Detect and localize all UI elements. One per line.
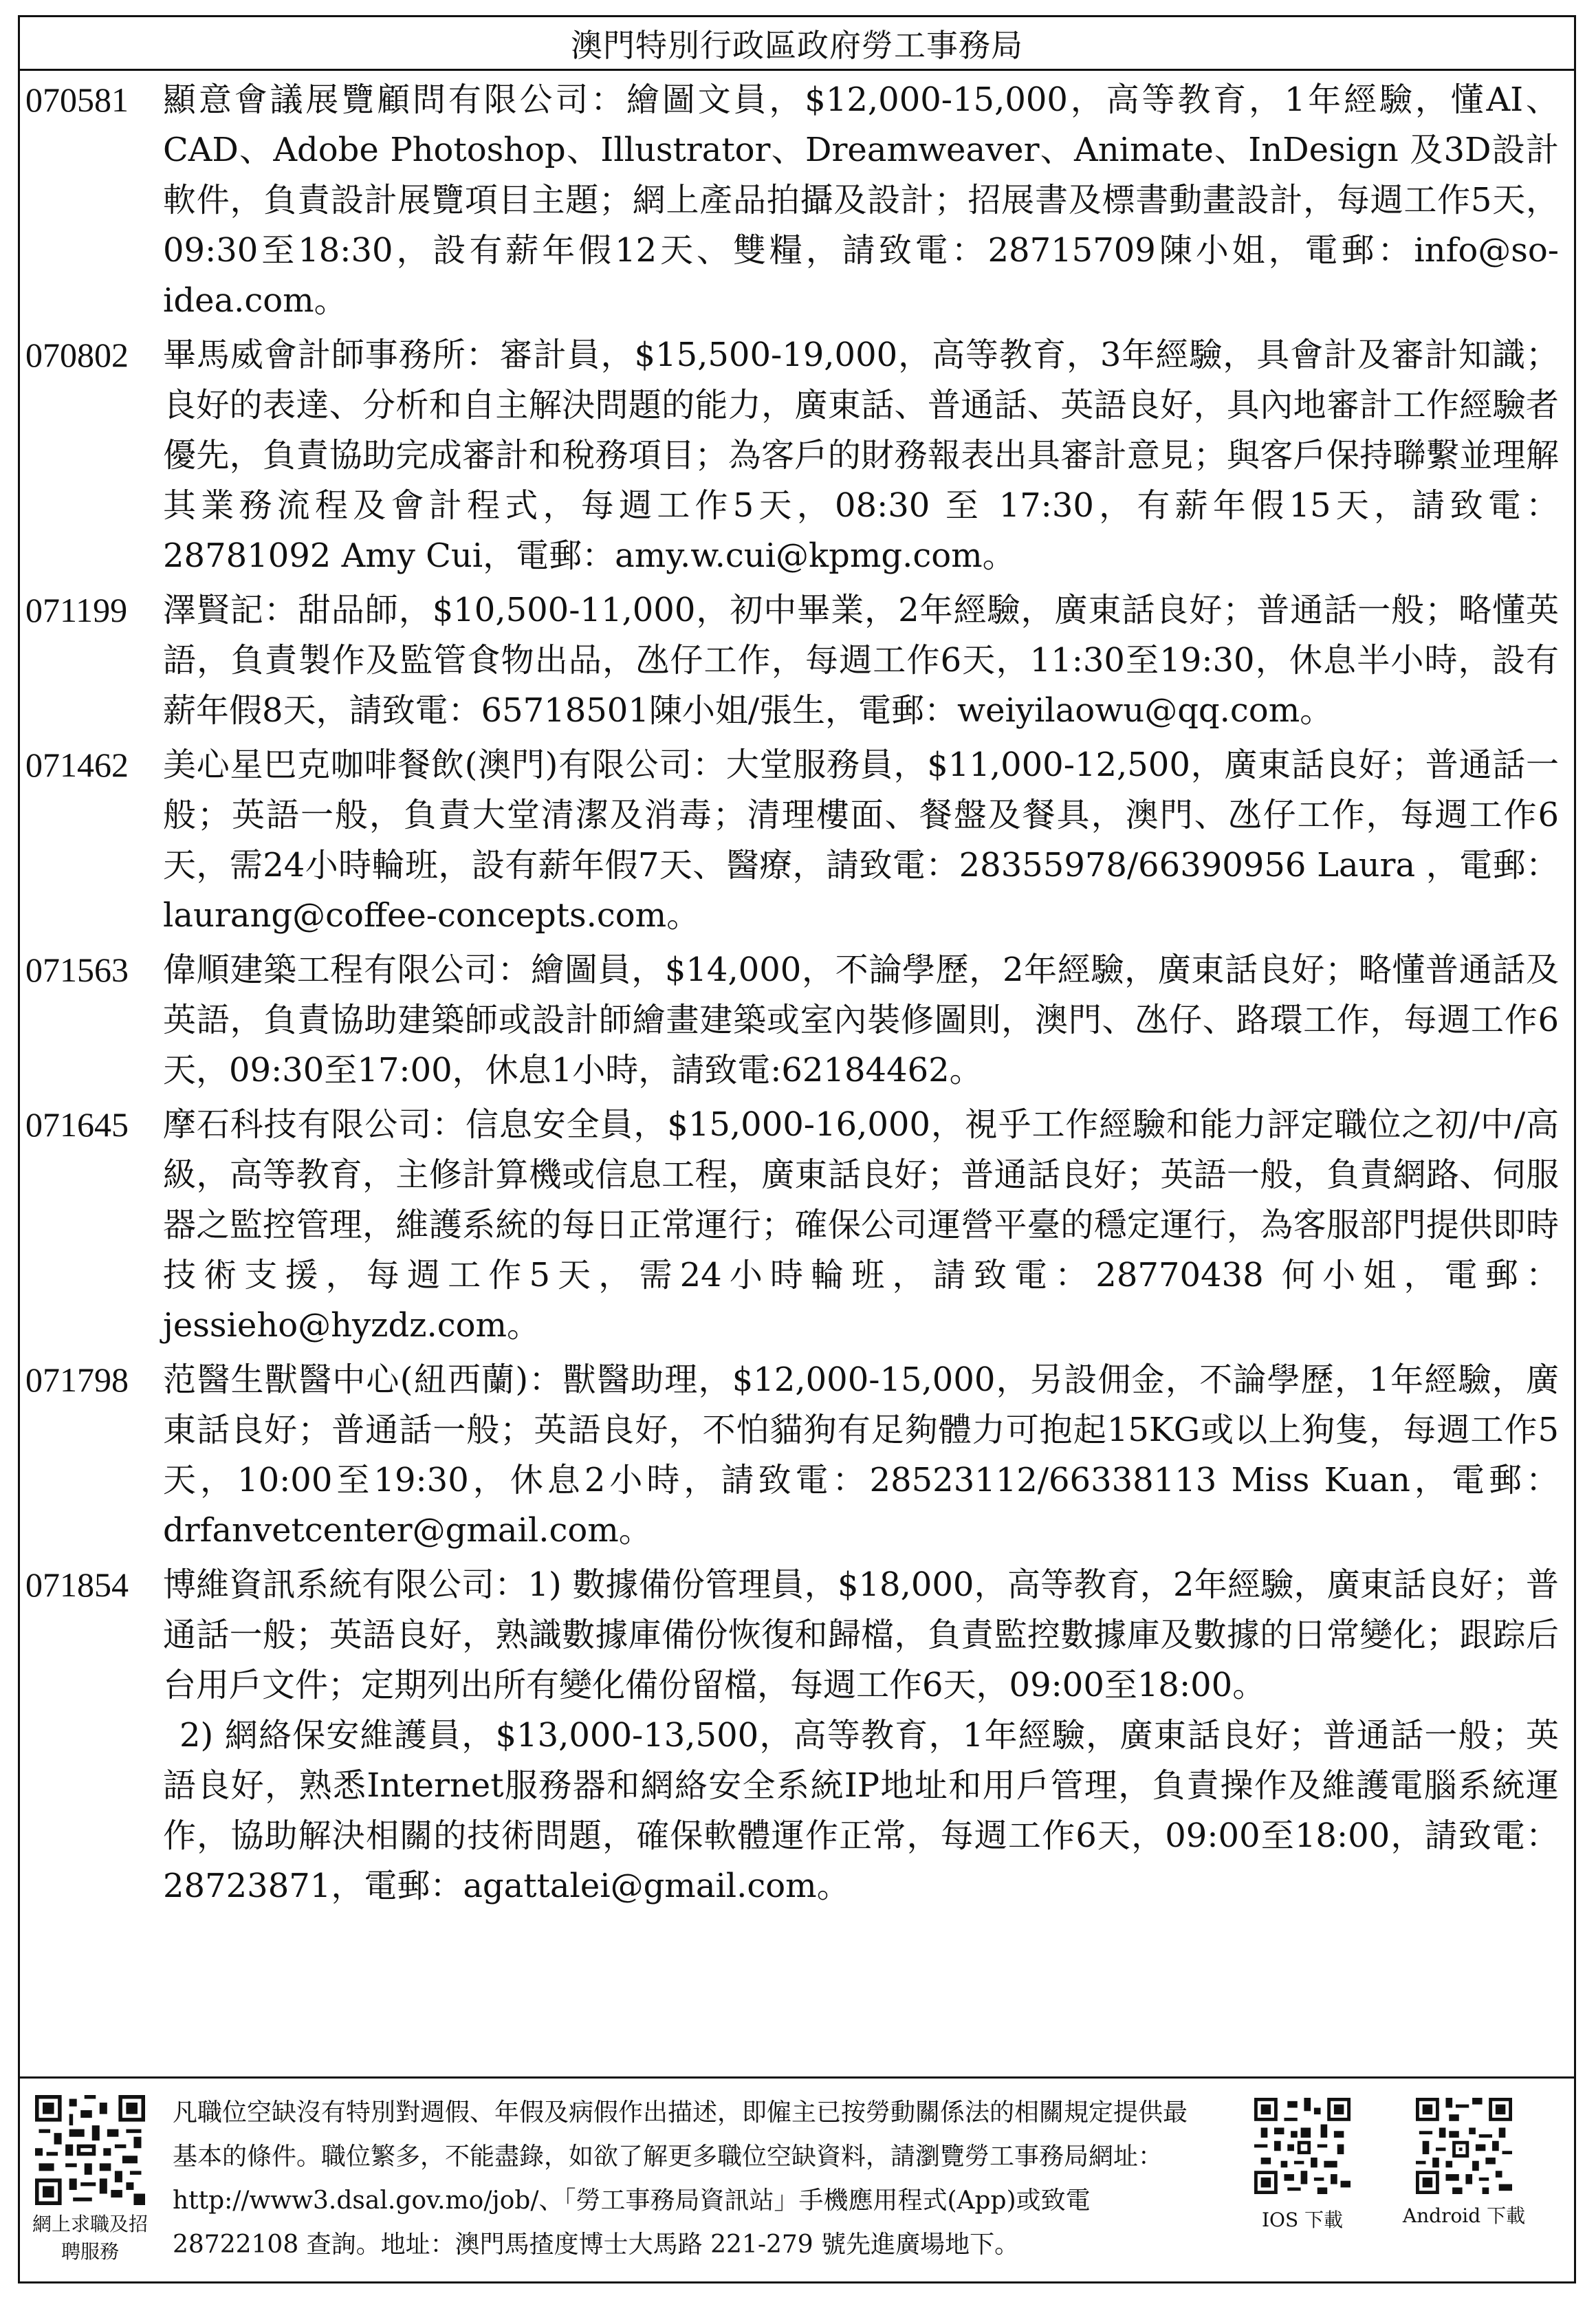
job-entry (25, 945, 1559, 1096)
footer (20, 2076, 1574, 2281)
qr-code-icon (35, 2095, 145, 2205)
job-description: 顯意會議展覽顧問有限公司：繪圖文員，$12,000-15,000，高等教育，1年經驗，懂AI、CAD、Adobe Photoshop、Illustrator、Dreamweaver、Animate、InDesign 及3D設計軟件，負責設計展覽項目主題；網上產品拍攝及設計；招展書及標書動畫設計，每週工作5天，09:30至18:30，設有薪年假12天、雙糧，請致電：28715709陳小姐，電郵：info@so-idea.com。 (163, 80, 1559, 320)
job-entry (25, 585, 1559, 736)
job-entry (25, 1100, 1559, 1351)
job-code: 071854 (25, 1565, 129, 1604)
job-code: 071798 (25, 1360, 129, 1399)
job-entry (25, 330, 1559, 581)
job-code: 070581 (25, 80, 129, 119)
job-description: 范醫生獸醫中心(紐西蘭)：獸醫助理，$12,000-15,000，另設佣金，不論學歷，1年經驗，廣東話良好；普通話一般；英語良好，不怕貓狗有足夠體力可抱起15KG或以上狗隻，每週工作5天，10:00至19:30，休息2小時，請致電：28523112/66338113 Miss Kuan，電郵：drfanvetcenter@gmail.com。 (163, 1360, 1559, 1550)
job-code: 071645 (25, 1105, 129, 1144)
qr-code-icon (1416, 2098, 1512, 2194)
qr-caption-ios: IOS 下載 (1261, 2209, 1344, 2231)
page-title: 澳門特別行政區政府勞工事務局 (20, 17, 1574, 71)
job-description: 摩石科技有限公司：信息安全員，$15,000-16,000，視乎工作經驗和能力評定職位之初/中/高級，高等教育，主修計算機或信息工程，廣東話良好；普通話良好；英語一般，負責網路、伺服器之監控管理，維護系統的每日正常運行；確保公司運營平臺的穩定運行，為客服部門提供即時技術支援，每週工作5天，需24小時輪班，請致電：28770438 何小姐，電郵：jessieho@hyzdz.com。 (163, 1105, 1559, 1345)
job-code: 071199 (25, 591, 128, 629)
job-code: 071462 (25, 746, 129, 784)
job-description (163, 1560, 1559, 1911)
qr-caption-android: Android 下載 (1402, 2204, 1526, 2227)
job-entry (25, 1355, 1559, 1556)
job-description: 偉順建築工程有限公司：繪圖員，$14,000，不論學歷，2年經驗，廣東話良好；略懂普通話及英語，負責協助建築師或設計師繪畫建築或室內裝修圖則，澳門、氹仔、路環工作，每週工作6天，09:30至17:00，休息1小時，請致電:62184462。 (163, 951, 1559, 1089)
job-entry (25, 75, 1559, 326)
job-position-2: 2) 網絡保安維護員，$13,000-13,500，高等教育，1年經驗，廣東話良好；普通話一般；英語良好，熟悉Internet服務器和網絡安全系統IP地址和用戶管理，負責操作及維護電腦系統運作，協助解決相關的技術問題，確保軟體運作正常，每週工作6天，09:00至18:00，請致電：28723871，電郵：agattalei@gmail.com。 (163, 1716, 1559, 1905)
qr-code-jobs[interactable] (35, 2095, 145, 2205)
footer-notice: 凡職位空缺沒有特別對週假、年假及病假作出描述，即僱主已按勞動關係法的相關規定提供最基本的條件。職位繁多，不能盡錄，如欲了解更多職位空缺資料，請瀏覽勞工事務局網址：http://www3.dsal.gov.mo/job/、「勞工事務局資訊站」手機應用程式(App)或致電 28722108 查詢。地址：澳門馬揸度博士大馬路 221-279 號先進廣場地下。 (173, 2098, 1188, 2259)
job-position-1: 博維資訊系統有限公司：1) 數據備份管理員，$18,000，高等教育，2年經驗，廣東話良好；普通話一般；英語良好，熟識數據庫備份恢復和歸檔，負責監控數據庫及數據的日常變化；跟踪后台用戶文件；定期列出所有變化備份留檔，每週工作6天，09:00至18:00。 (163, 1565, 1559, 1704)
qr-caption-jobs: 網上求職及招聘服務 (32, 2213, 148, 2263)
qr-code-android[interactable] (1416, 2098, 1512, 2194)
job-entry (25, 1560, 1559, 1911)
qr-code-icon (1254, 2098, 1351, 2194)
job-description: 澤賢記：甜品師，$10,500-11,000，初中畢業，2年經驗，廣東話良好；普通話一般；略懂英語，負責製作及監管食物出品，氹仔工作，每週工作6天，11:30至19:30，休息半小時，設有薪年假8天，請致電：65718501陳小姐/張生，電郵：weiyilaowu@qq.com。 (163, 591, 1559, 730)
job-code: 070802 (25, 336, 129, 374)
job-code: 071563 (25, 951, 129, 989)
qr-code-ios[interactable] (1254, 2098, 1351, 2194)
job-description: 畢馬威會計師事務所：審計員，$15,500-19,000，高等教育，3年經驗，具會計及審計知識；良好的表達、分析和自主解決問題的能力，廣東話、普通話、英語良好，具內地審計工作經驗者優先，負責協助完成審計和稅務項目；為客戶的財務報表出具審計意見；與客戶保持聯繫並理解其業務流程及會計程式，每週工作5天，08:30 至 17:30，有薪年假15天，請致電：28781092 Amy Cui，電郵：amy.w.cui@kpmg.com。 (163, 336, 1559, 575)
job-list (20, 75, 1574, 1911)
job-description: 美心星巴克咖啡餐飲(澳門)有限公司：大堂服務員，$11,000-12,500，廣東話良好；普通話一般；英語一般，負責大堂清潔及消毒；清理樓面、餐盤及餐具，澳門、氹仔工作，每週工作6天，需24小時輪班，設有薪年假7天、醫療，請致電：28355978/66390956 Laura ，電郵：laurang@coffee-concepts.com。 (163, 746, 1559, 935)
job-entry (25, 740, 1559, 941)
notice-board (18, 15, 1576, 2283)
